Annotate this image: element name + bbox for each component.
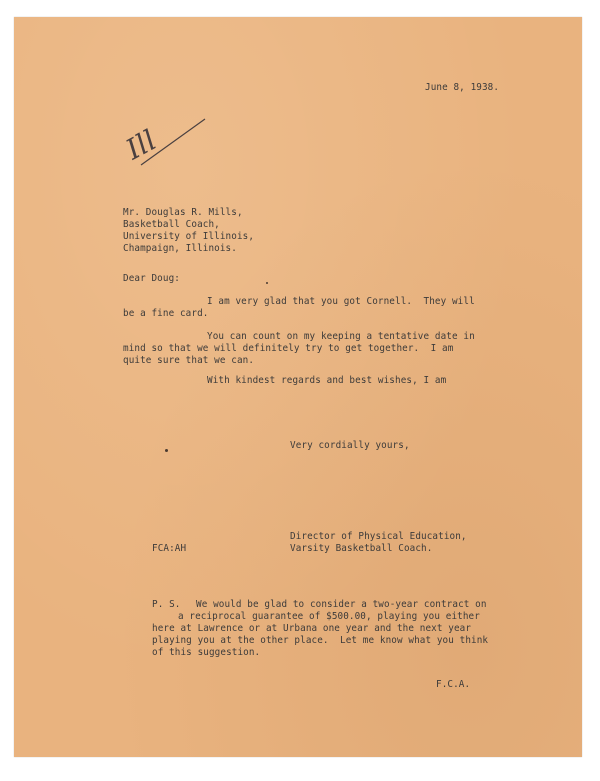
postscript-initials: F.C.A. [436,679,471,690]
closing: Very cordially yours, [290,440,410,451]
paragraph-1-line-1: I am very glad that you got Cornell. They will [207,296,475,307]
letter-date: June 8, 1938. [425,82,500,93]
paper-speck [165,449,168,452]
postscript-line-2: a reciprocal guarantee of $500.00, playing you either [178,611,480,622]
postscript-label: P. S. [152,599,181,610]
postscript-line-5: of this suggestion. [152,647,261,658]
signature-title-line-1: Director of Physical Education, [290,531,467,542]
paragraph-2-line-3: quite sure that we can. [123,355,255,366]
postscript-line-4: playing you at the other place. Let me know what you think [152,635,489,646]
salutation: Dear Doug: [123,273,180,284]
handwritten-initials-text: Ill [120,123,162,167]
postscript-line-1: We would be glad to consider a two-year contract on [196,599,487,610]
paragraph-2-line-1: You can count on my keeping a tentative date in [207,331,475,342]
letter-page [14,17,582,757]
handwritten-initials [119,97,209,167]
paragraph-2-line-2: mind so that we will definitely try to get together. I am [123,343,454,354]
recipient-line-2: Basketball Coach, [123,219,220,230]
recipient-line-4: Champaign, Illinois. [123,243,237,254]
postscript-line-3: here at Lawrence or at Urbana one year and the next year [152,623,472,634]
handwritten-initials-drawing [119,97,209,167]
paragraph-1-line-2: be a fine card. [123,308,209,319]
paper-speck [266,282,268,284]
recipient-line-3: University of Illinois, [123,231,255,242]
recipient-line-1: Mr. Douglas R. Mills, [123,207,243,218]
paragraph-3: With kindest regards and best wishes, I am [207,375,447,386]
reference-initials: FCA:AH [152,543,187,554]
signature-title-line-2: Varsity Basketball Coach. [290,543,433,554]
